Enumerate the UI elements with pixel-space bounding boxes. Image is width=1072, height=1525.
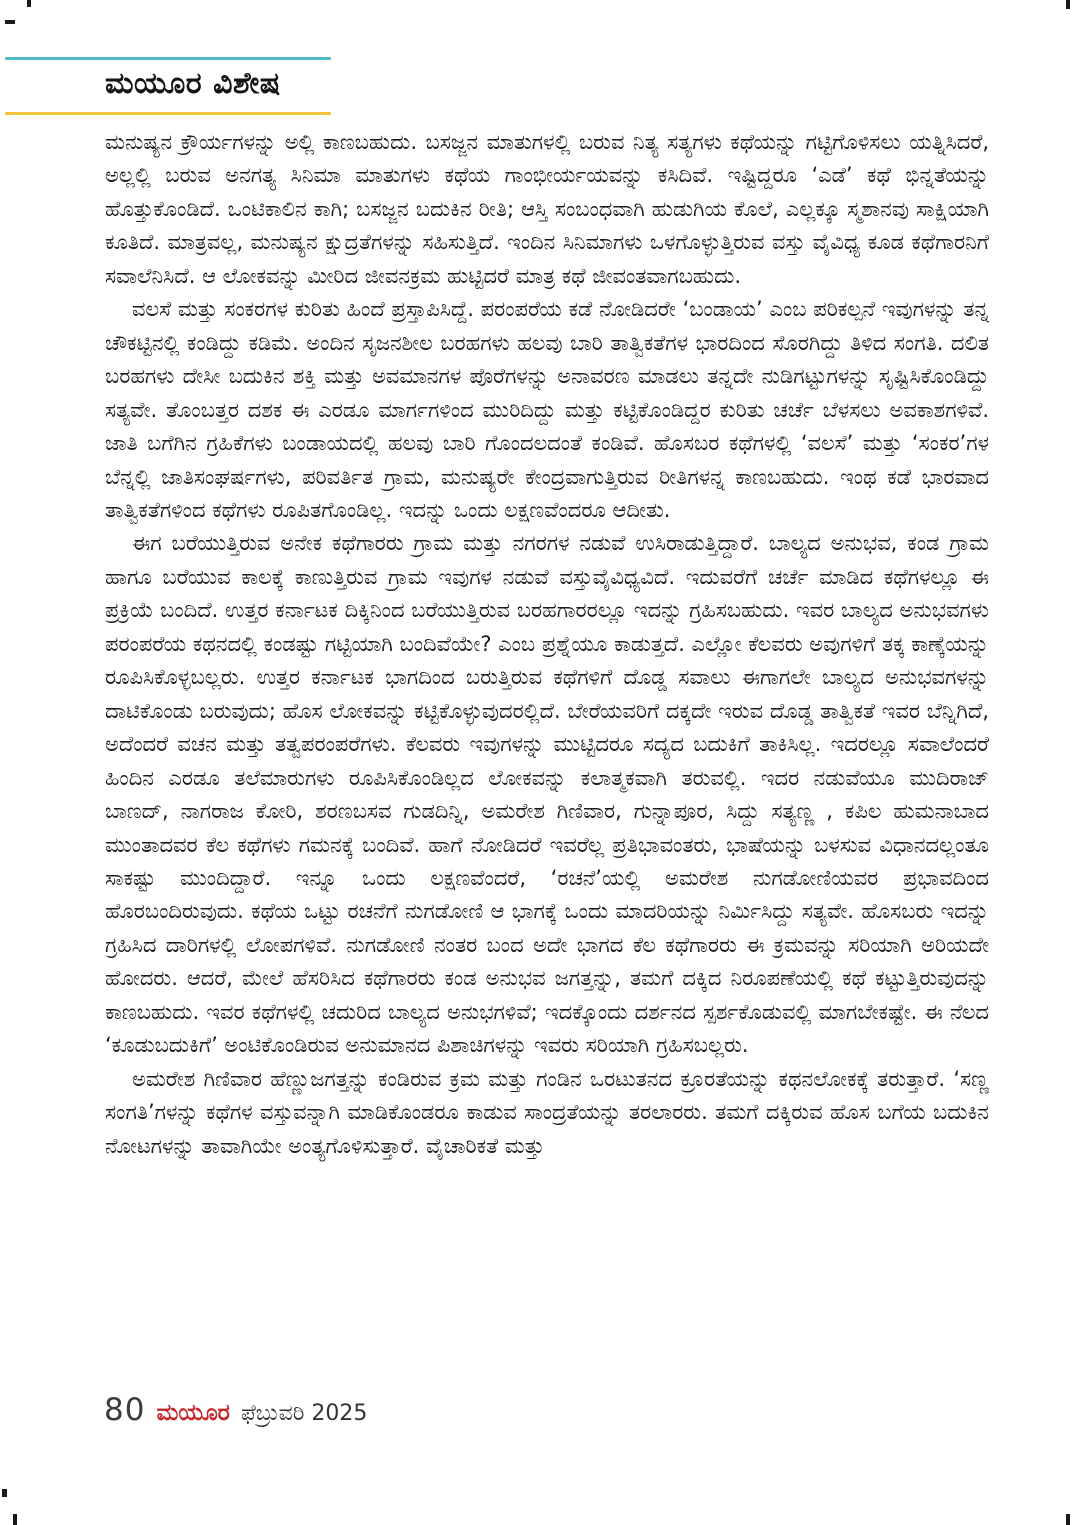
crop-mark-top-right [1066, 0, 1070, 9]
crop-mark-bottom-left [13, 1514, 17, 1525]
crop-mark-left-dash [5, 20, 15, 24]
crop-mark-bottom-right [1066, 1514, 1070, 1525]
article-paragraph-4: ಅಮರೇಶ ಗಿಣಿವಾರ ಹೆಣ್ಣುಜಗತ್ತನ್ನು ಕಂಡಿರುವ ಕ್ರಮ ಮತ್ತು ಗಂಡಿನ ಒರಟುತನದ ಕ್ರೂರತೆಯನ್ನು ಕಥನಲೋಕಕ್ಕೆ ತರುತ್ತಾರೆ. ‘ಸಣ್ಣ ಸಂಗತಿ’ಗಳನ್ನು ಕಥೆಗಳ ವಸ್ತುವನ್ನಾಗಿ ಮಾಡಿಕೊಂಡರೂ ಕಾಡುವ ಸಾಂದ್ರತೆಯನ್ನು ತರಲಾರರು. ತಮಗೆ ದಕ್ಕಿರುವ ಹೊಸ ಬಗೆಯ ಬದುಕಿನ ನೋಟಗಳನ್ನು ತಾವಾಗಿಯೇ ಅಂತ್ಯಗೊಳಿಸುತ್ತಾರೆ. ವೈಚಾರಿಕತೆ ಮತ್ತು [105, 1066, 989, 1158]
article-paragraph-3: ಈಗ ಬರೆಯುತ್ತಿರುವ ಅನೇಕ ಕಥೆಗಾರರು ಗ್ರಾಮ ಮತ್ತು ನಗರಗಳ ನಡುವೆ ಉಸಿರಾಡುತ್ತಿದ್ದಾರೆ. ಬಾಲ್ಯದ ಅನುಭವ, ಕಂಡ ಗ್ರಾಮ ಹಾಗೂ ಬರೆಯುವ ಕಾಲಕ್ಕೆ ಕಾಣುತ್ತಿರುವ ಗ್ರಾಮ ಇವುಗಳ ನಡುವೆ ವಸ್ತುವೈವಿಧ್ಯವಿದೆ. ಇದುವರೆಗೆ ಚರ್ಚೆ ಮಾಡಿದ ಕಥೆಗಳಲ್ಲೂ ಈ ಪ್ರಕ್ರಿಯೆ ಬಂದಿದೆ. ಉತ್ತರ ಕರ್ನಾಟಕ ದಿಕ್ಕಿನಿಂದ ಬರೆಯುತ್ತಿರುವ ಬರಹಗಾರರಲ್ಲೂ ಇದನ್ನು ಗ್ರಹಿಸಬಹುದು. ಇವರ ಬಾಲ್ಯದ ಅನುಭವಗಳು ಪರಂಪರೆಯ ಕಥನದಲ್ಲಿ ಕಂಡಷ್ಟು ಗಟ್ಟಿಯಾಗಿ ಬಂದಿವೆಯೇ? ಎಂಬ ಪ್ರಶ್ನೆಯೂ ಕಾಡುತ್ತದೆ. ಎಲ್ಲೋ ಕೆಲವರು ಅವುಗಳಿಗೆ ತಕ್ಕ ಕಾಣ್ಕೆಯನ್ನು ರೂಪಿಸಿಕೊಳ್ಳಬಲ್ಲರು. ಉತ್ತರ ಕರ್ನಾಟಕ ಭಾಗದಿಂದ ಬರುತ್ತಿರುವ ಕಥೆಗಳಿಗೆ ದೊಡ್ಡ ಸವಾಲು ಈಗಾಗಲೇ ಬಾಲ್ಯದ ಅನುಭವಗಳನ್ನು ದಾಟಿಕೊಂಡು ಬರುವುದು; ಹೊಸ ಲೋಕವನ್ನು ಕಟ್ಟಿಕೊಳ್ಳುವುದರಲ್ಲಿದೆ. ಬೇರೆಯವರಿಗೆ ದಕ್ಕದೇ ಇರುವ ದೊಡ್ಡ ತಾತ್ವಿಕತೆ ಇವರ ಬೆನ್ನಿಗಿದೆ, ಅದೆಂದರೆ ವಚನ ಮತ್ತು ತತ್ವಪರಂಪರೆಗಳು. ಕೆಲವರು ಇವುಗಳನ್ನು ಮುಟ್ಟಿದರೂ ಸದ್ಯದ ಬದುಕಿಗೆ ತಾಕಿಸಿಲ್ಲ. ಇದರಲ್ಲೂ ಸವಾಲೆಂದರೆ ಹಿಂದಿನ ಎರಡೂ ತಲೆಮಾರುಗಳು ರೂಪಿಸಿಕೊಂಡಿಲ್ಲದ ಲೋಕವನ್ನು ಕಲಾತ್ಮಕವಾಗಿ ತರುವಲ್ಲಿ. ಇದರ ನಡುವೆಯೂ ಮುದಿರಾಜ್ ಬಾಣದ್, ನಾಗರಾಜ ಕೋರಿ, ಶರಣಬಸವ ಗುಡದಿನ್ನಿ, ಅಮರೇಶ ಗಿಣಿವಾರ, ಗುನ್ನಾಪೂರ, ಸಿದ್ದು ಸತ್ಯಣ್ಣ , ಕಪಿಲ ಹುಮನಾಬಾದ ಮುಂತಾದವರ ಕೆಲ ಕಥೆಗಳು ಗಮನಕ್ಕೆ ಬಂದಿವೆ. ಹಾಗೆ ನೋಡಿದರೆ ಇವರೆಲ್ಲ ಪ್ರತಿಭಾವಂತರು, ಭಾಷೆಯನ್ನು ಬಳಸುವ ವಿಧಾನದಲ್ಲಂತೂ ಸಾಕಷ್ಟು ಮುಂದಿದ್ದಾರೆ. ಇನ್ನೂ ಒಂದು ಲಕ್ಷಣವೆಂದರೆ, ‘ರಚನೆ’ಯಲ್ಲಿ ಅಮರೇಶ ನುಗಡೋಣಿಯವರ ಪ್ರಭಾವದಿಂದ ಹೊರಬಂದಿರುವುದು. ಕಥೆಯ ಒಟ್ಟು ರಚನೆಗೆ ನುಗಡೋಣಿ ಆ ಭಾಗಕ್ಕೆ ಒಂದು ಮಾದರಿಯನ್ನು ನಿರ್ಮಿಸಿದ್ದು ಸತ್ಯವೇ. ಹೊಸಬರು ಇದನ್ನು ಗ್ರಹಿಸಿದ ದಾರಿಗಳಲ್ಲಿ ಲೋಪಗಳಿವೆ. ನುಗಡೋಣಿ ನಂತರ ಬಂದ ಅದೇ ಭಾಗದ ಕೆಲ ಕಥೆಗಾರರು ಈ ಕ್ರಮವನ್ನು ಸರಿಯಾಗಿ ಅರಿಯದೇ ಹೋದರು. ಆದರೆ, ಮೇಲೆ ಹೆಸರಿಸಿದ ಕಥೆಗಾರರು ಕಂಡ ಅನುಭವ ಜಗತ್ತನ್ನು, ತಮಗೆ ದಕ್ಕಿದ ನಿರೂಪಣೆಯಲ್ಲಿ ಕಥೆ ಕಟ್ಟುತ್ತಿರುವುದನ್ನು ಕಾಣಬಹುದು. ಇವರ ಕಥೆಗಳಲ್ಲಿ ಚದುರಿದ ಬಾಲ್ಯದ ಅನುಭಗಳಿವೆ; ಇದಕ್ಕೊಂದು ದರ್ಶನದ ಸ್ಪರ್ಶಕೊಡುವಲ್ಲಿ ಮಾಗಬೇಕಷ್ಟೇ. ಈ ನೆಲದ ‘ಕೂಡುಬದುಕಿಗೆ’ ಅಂಟಿಕೊಂಡಿರುವ ಅನುಮಾನದ ಪಿಶಾಚಿಗಳನ್ನು ಇವರು ಸರಿಯಾಗಿ ಗ್ರಹಿಸಬಲ್ಲರು. [105, 531, 989, 1058]
article-paragraph-2: ವಲಸೆ ಮತ್ತು ಸಂಕರಗಳ ಕುರಿತು ಹಿಂದೆ ಪ್ರಸ್ತಾಪಿಸಿದ್ದೆ. ಪರಂಪರೆಯ ಕಡೆ ನೋಡಿದರೇ ‘ಬಂಡಾಯ’ ಎಂಬ ಪರಿಕಲ್ಪನೆ ಇವುಗಳನ್ನು ತನ್ನ ಚೌಕಟ್ಟಿನಲ್ಲಿ ಕಂಡಿದ್ದು ಕಡಿಮೆ. ಅಂದಿನ ಸೃಜನಶೀಲ ಬರಹಗಳು ಹಲವು ಬಾರಿ ತಾತ್ವಿಕತೆಗಳ ಭಾರದಿಂದ ಸೊರಗಿದ್ದು ತಿಳಿದ ಸಂಗತಿ. ದಲಿತ ಬರಹಗಳು ದೇಸೀ ಬದುಕಿನ ಶಕ್ತಿ ಮತ್ತು ಅವಮಾನಗಳ ಪೊರೆಗಳನ್ನು ಅನಾವರಣ ಮಾಡಲು ತನ್ನದೇ ನುಡಿಗಟ್ಟುಗಳನ್ನು ಸೃಷ್ಟಿಸಿಕೊಂಡಿದ್ದು ಸತ್ಯವೇ. ತೊಂಬತ್ತರ ದಶಕ ಈ ಎರಡೂ ಮಾರ್ಗಗಳಿಂದ ಮುರಿದಿದ್ದು ಮತ್ತು ಕಟ್ಟಿಕೊಂಡಿದ್ದರ ಕುರಿತು ಚರ್ಚೆ ಬೆಳಸಲು ಅವಕಾಶಗಳಿವೆ. ಜಾತಿ ಬಗೆಗಿನ ಗ್ರಹಿಕೆಗಳು ಬಂಡಾಯದಲ್ಲಿ ಹಲವು ಬಾರಿ ಗೊಂದಲದಂತೆ ಕಂಡಿವೆ. ಹೊಸಬರ ಕಥೆಗಳಲ್ಲಿ ‘ವಲಸೆ’ ಮತ್ತು ‘ಸಂಕರ’ಗಳ ಬೆನ್ನಲ್ಲಿ ಜಾತಿಸಂಘರ್ಷಗಳು, ಪರಿವರ್ತಿತ ಗ್ರಾಮ, ಮನುಷ್ಯರೇ ಕೇಂದ್ರವಾಗುತ್ತಿರುವ ರೀತಿಗಳನ್ನ ಕಾಣಬಹುದು. ಇಂಥ ಕಡೆ ಭಾರವಾದ ತಾತ್ವಿಕತೆಗಳಿಂದ ಕಥೆಗಳು ರೂಪಿತಗೊಂಡಿಲ್ಲ. ಇದನ್ನು ಒಂದು ಲಕ್ಷಣವೆಂದರೂ ಆದೀತು. [105, 297, 989, 522]
crop-mark-bottom-square [2, 1489, 7, 1497]
crop-mark-top-left [27, 0, 31, 7]
header-rule-yellow [5, 112, 331, 115]
article-body [105, 126, 989, 1163]
section-header [5, 57, 331, 115]
magazine-logo: ಮಯೂರ [156, 1400, 230, 1426]
section-title: ಮಯೂರ ವಿಶೇಷ [105, 66, 281, 101]
article-paragraph-1: ಮನುಷ್ಯನ ಕ್ರೌರ್ಯಗಳನ್ನು ಅಲ್ಲಿ ಕಾಣಬಹುದು. ಬಸಜ್ಜನ ಮಾತುಗಳಲ್ಲಿ ಬರುವ ನಿತ್ಯ ಸತ್ಯಗಳು ಕಥೆಯನ್ನು ಗಟ್ಟಿಗೊಳಿಸಲು ಯತ್ನಿಸಿದರೆ, ಅಲ್ಲಲ್ಲಿ ಬರುವ ಅನಗತ್ಯ ಸಿನಿಮಾ ಮಾತುಗಳು ಕಥೆಯ ಗಾಂಭೀರ್ಯಯವನ್ನು ಕಸಿದಿವೆ. ಇಷ್ಟಿದ್ದರೂ ‘ಎಡೆ’ ಕಥೆ ಭಿನ್ನತೆಯನ್ನು ಹೊತ್ತುಕೊಂಡಿದೆ. ಒಂಟಿಕಾಲಿನ ಕಾಗಿ; ಬಸಜ್ಜನ ಬದುಕಿನ ರೀತಿ; ಆಸ್ತಿ ಸಂಬಂಧವಾಗಿ ಹುಡುಗಿಯ ಕೊಲೆ, ಎಲ್ಲಕ್ಕೂ ಸ್ಮಶಾನವು ಸಾಕ್ಷಿಯಾಗಿ ಕೂತಿದೆ. ಮಾತ್ರವಲ್ಲ, ಮನುಷ್ಯನ ಕ್ಷುದ್ರತೆಗಳನ್ನು ಸಹಿಸುತ್ತಿದೆ. ಇಂದಿನ ಸಿನಿಮಾಗಳು ಒಳಗೊಳ್ಳುತ್ತಿರುವ ವಸ್ತು ವೈವಿಧ್ಯ ಕೂಡ ಕಥೆಗಾರನಿಗೆ ಸವಾಲೆನಿಸಿದೆ. ಆ ಲೋಕವನ್ನು ಮೀರಿದ ಜೀವನಕ್ರಮ ಹುಟ್ಟಿದರೆ ಮಾತ್ರ ಕಥೆ ಜೀವಂತವಾಗಬಹುದು. [105, 130, 989, 288]
page-number: 80 [104, 1392, 146, 1428]
page-footer [104, 1392, 367, 1428]
issue-date: ಫೆಬ್ರುವರಿ 2025 [240, 1401, 368, 1426]
